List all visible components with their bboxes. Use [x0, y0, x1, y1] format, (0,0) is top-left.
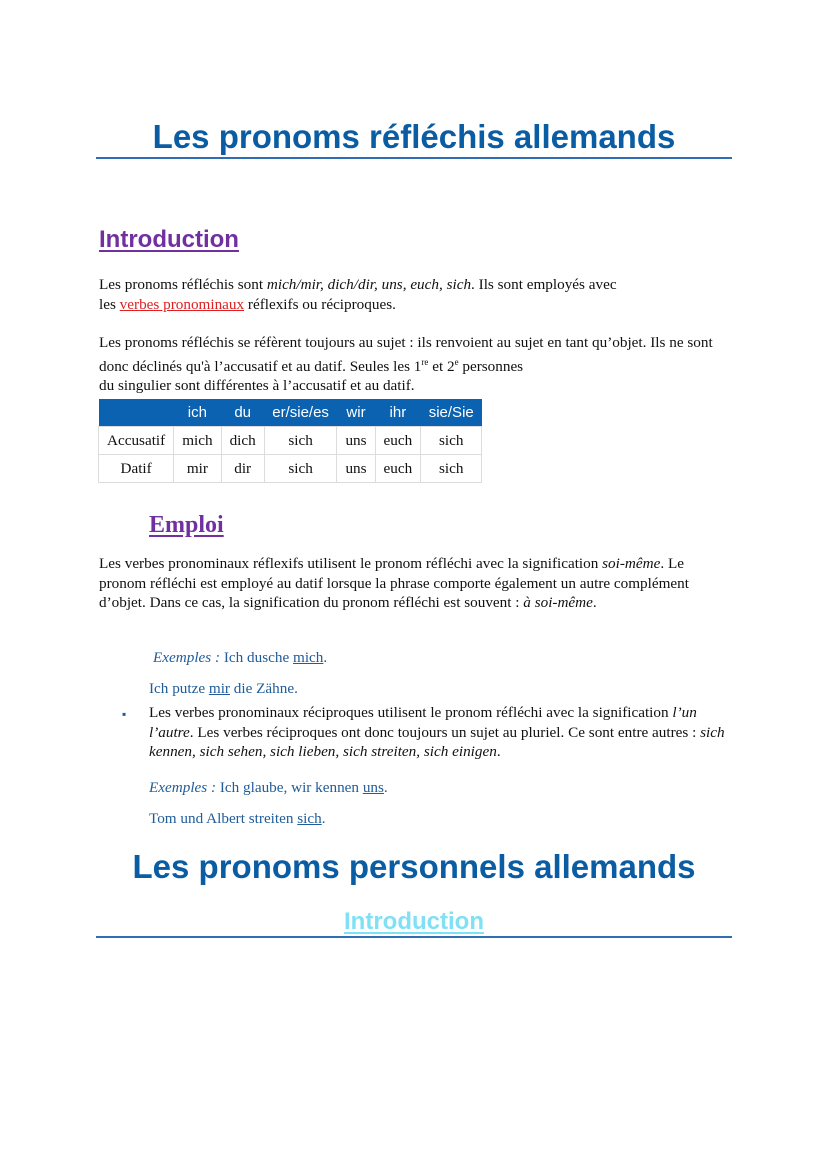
- table-cell: euch: [375, 427, 421, 455]
- table-cell: sich: [421, 427, 482, 455]
- table-cell: mir: [174, 455, 221, 483]
- table-cell: dir: [221, 455, 264, 483]
- title-underline: [96, 157, 732, 159]
- section-title-2: Les pronoms personnels allemands: [132, 848, 696, 885]
- table-header-cell: sie/Sie: [421, 399, 482, 427]
- table-header-cell: ihr: [375, 399, 421, 427]
- emploi-paragraph: Les verbes pronominaux réflexifs utilisent le pronom réfléchi avec la signification soi-même. Le pronom réfléchi est employé au datif lorsque la phrase comporte également un autre complément d’objet. Dans ce cas, la signification du pronom réfléchi est souvent : à soi-même.: [99, 555, 689, 611]
- section-2-intro-heading: Introduction: [344, 908, 484, 935]
- table-cell: sich: [421, 455, 482, 483]
- example-4: Tom und Albert streiten sich.: [149, 810, 326, 827]
- table-header-cell: wir: [337, 399, 375, 427]
- reciprocal-paragraph: Les verbes pronominaux réciproques utilisent le pronom réfléchi avec la signification l’un l’autre. Les verbes réciproques ont donc toujours un sujet au pluriel. Ce sont entre autres : sich kennen, sich sehen, sich lieben, sich streiten, sich einigen.: [149, 704, 725, 760]
- table-header-row: [99, 399, 482, 427]
- table-header-cell: er/sie/es: [264, 399, 337, 427]
- table-cell: euch: [375, 455, 421, 483]
- table-row: [99, 427, 482, 455]
- emploi-heading: Emploi: [149, 512, 224, 538]
- table-cell: dich: [221, 427, 264, 455]
- table-row: [99, 455, 482, 483]
- table-header-cell: [99, 399, 174, 427]
- pronoun-table: [98, 399, 482, 483]
- table-header-cell: ich: [174, 399, 221, 427]
- table-cell: uns: [337, 427, 375, 455]
- intro-heading: Introduction: [99, 226, 239, 253]
- table-cell: sich: [264, 427, 337, 455]
- intro-paragraph-2: Les pronoms réfléchis se réfèrent toujours au sujet : ils renvoient au sujet en tant qu’objet. Ils ne sont donc déclinés qu'à l’accusatif et au datif. Seules les 1re et 2e personnes du singulier sont différentes à l’accusatif et au datif.: [99, 334, 713, 395]
- table-cell: Datif: [99, 455, 174, 483]
- verbes-pronominaux-link[interactable]: verbes pronominaux: [119, 295, 245, 313]
- intro-paragraph-1: Les pronoms réfléchis sont mich/mir, dich/dir, uns, euch, sich. Ils sont employés avec les verbes pronominaux réflexifs ou réciproques.: [99, 276, 617, 313]
- table-cell: Accusatif: [99, 427, 174, 455]
- example-2: Ich putze mir die Zähne.: [149, 680, 298, 697]
- table-cell: sich: [264, 455, 337, 483]
- table-header-cell: du: [221, 399, 264, 427]
- table-cell: uns: [337, 455, 375, 483]
- table-cell: mich: [174, 427, 221, 455]
- example-1: Exemples : Ich dusche mich.: [153, 649, 328, 666]
- page-title: Les pronoms réfléchis allemands: [152, 118, 676, 155]
- bullet-marker: ▪: [122, 707, 127, 721]
- example-3: Exemples : Ich glaube, wir kennen uns.: [149, 779, 388, 796]
- section-2-underline: [96, 936, 732, 938]
